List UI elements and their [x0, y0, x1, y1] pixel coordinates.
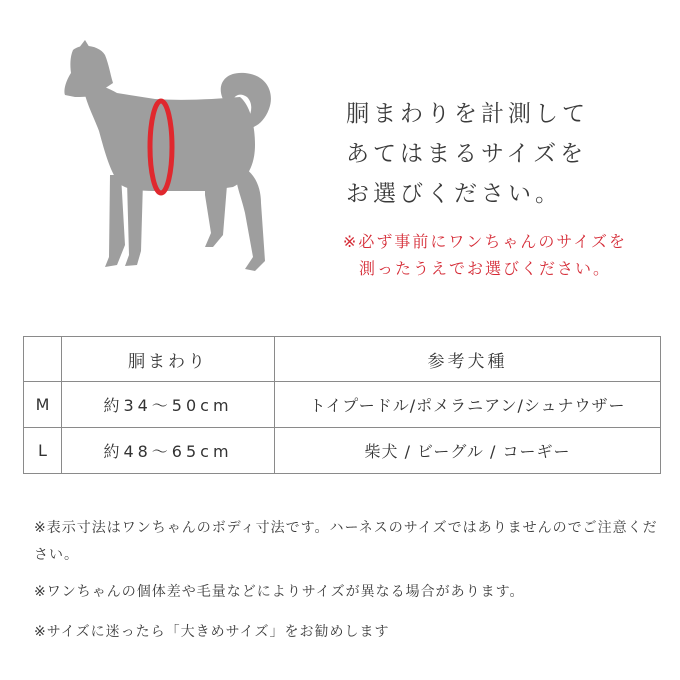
warning-line: ※必ず事前にワンちゃんのサイズを	[342, 232, 628, 251]
size-label: L	[24, 428, 62, 474]
dog-silhouette-icon	[55, 35, 295, 280]
table-row	[24, 428, 661, 474]
note-text: ※表示寸法はワンちゃんのボディ寸法です。ハーネスのサイズではありませんのでご注意ください。	[34, 520, 658, 563]
reference-breeds: トイプードル/ポメラニアン/シュナウザー	[275, 382, 661, 428]
header-breeds: 参考犬種	[275, 337, 661, 382]
girth-range: 約48～65cm	[62, 428, 275, 474]
reference-breeds: 柴犬 / ビーグル / コーギー	[275, 428, 661, 474]
notes-section	[34, 515, 660, 644]
table-row	[24, 382, 661, 428]
header-girth: 胴まわり	[62, 337, 275, 382]
measure-warning	[300, 228, 670, 282]
headline-line: 胴まわりを計測して	[346, 101, 589, 127]
headline-line: お選びください。	[346, 181, 562, 207]
size-table	[23, 336, 661, 474]
note-text: ※サイズに迷ったら「大きめサイズ」をお勧めします	[34, 624, 390, 640]
note-text: ※ワンちゃんの個体差や毛量などによりサイズが異なる場合があります。	[34, 584, 525, 600]
header-size	[24, 337, 62, 382]
instruction-headline	[346, 94, 666, 214]
size-table-header	[24, 337, 661, 382]
size-label: M	[24, 382, 62, 428]
headline-line: あてはまるサイズを	[346, 141, 588, 167]
girth-range: 約34～50cm	[62, 382, 275, 428]
warning-line: 測ったうえでお選びください。	[358, 259, 611, 278]
